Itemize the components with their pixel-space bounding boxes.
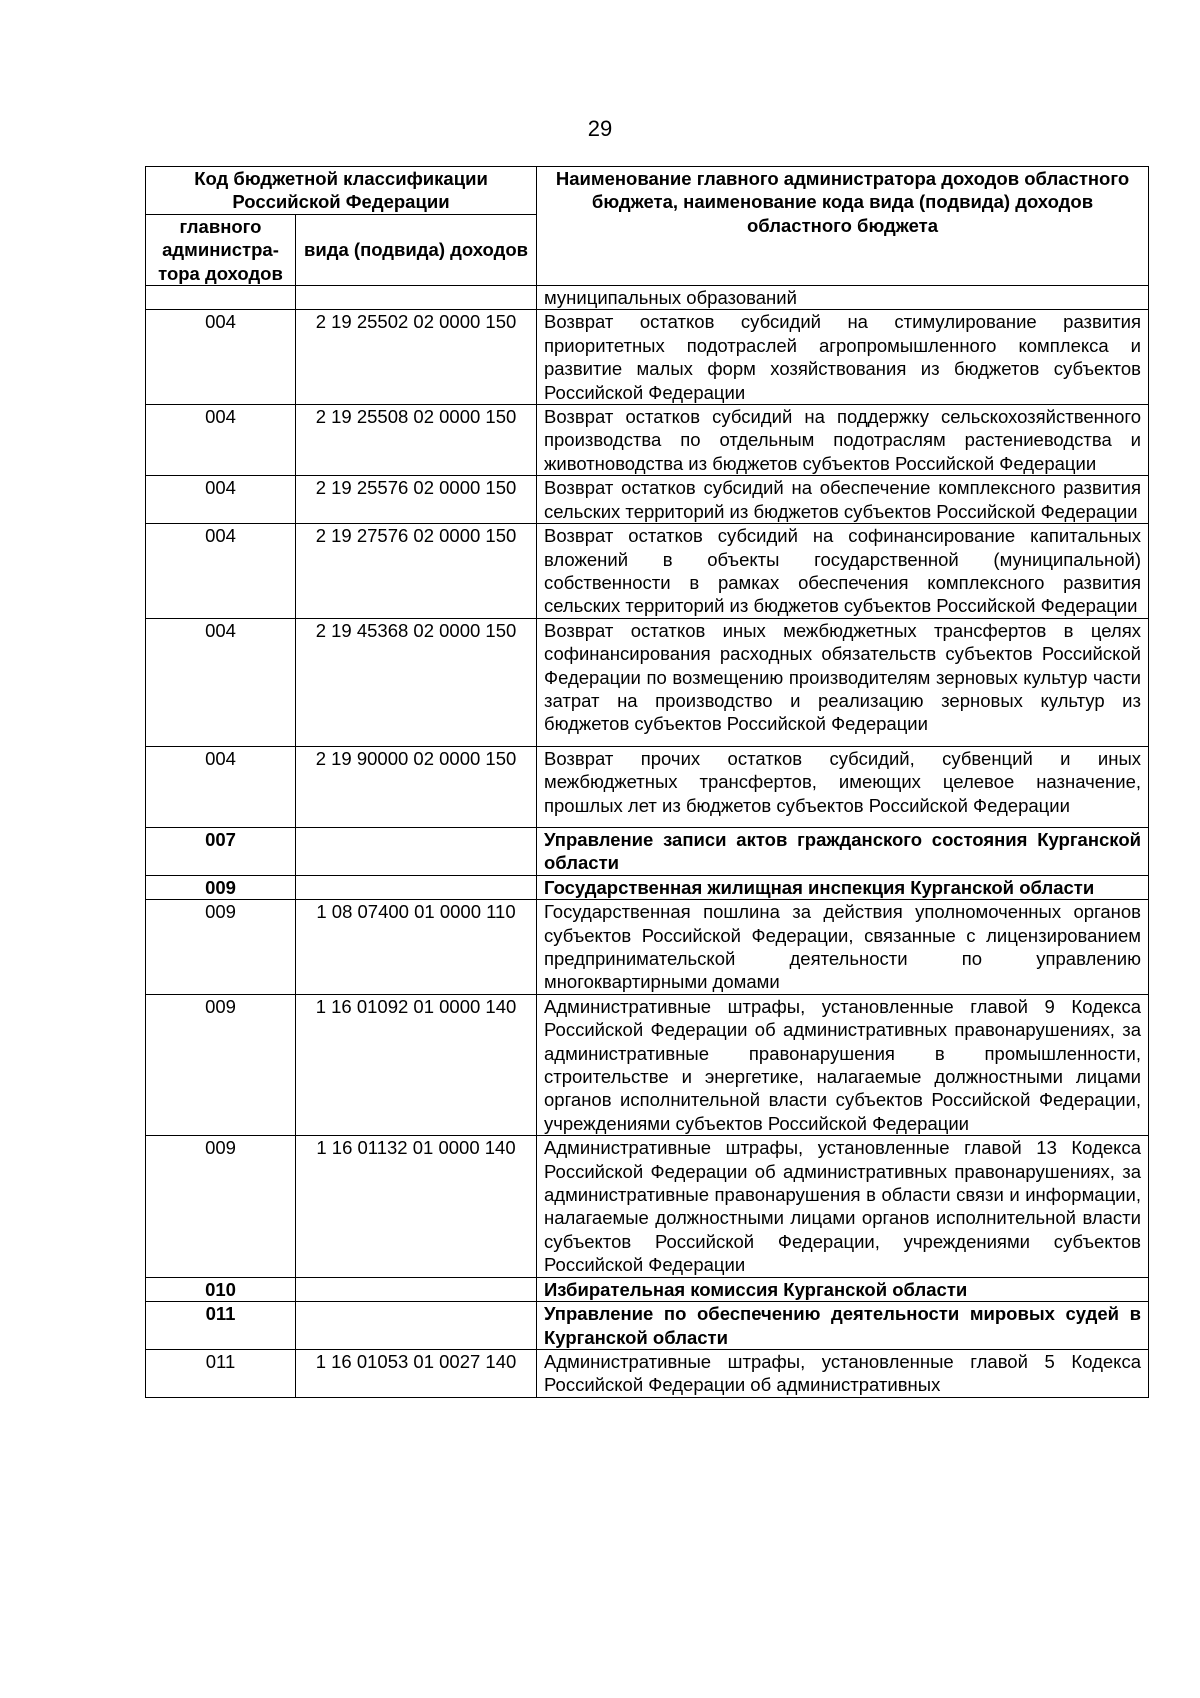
income-code-cell [296,875,537,899]
table-row [146,827,1149,875]
income-code-cell: 1 08 07400 01 0000 110 [296,900,537,995]
income-name-cell: Возврат прочих остатков субсидий, субвенций и иных межбюджетных трансфертов, имеющих целевое назначение, прошлых лет из бюджетов субъектов Российской Федерации [537,746,1149,827]
income-name-cell: Административные штрафы, установленные главой 5 Кодекса Российской Федерации об административных [537,1349,1149,1397]
table-row [146,524,1149,619]
admin-code-cell: 004 [146,524,296,619]
income-code-cell [296,1302,537,1350]
admin-code-cell [146,286,296,310]
income-name-cell: Управление записи актов гражданского состояния Курганской области [537,827,1149,875]
table-row [146,1302,1149,1350]
table-row [146,994,1149,1135]
income-name-cell: Государственная пошлина за действия уполномоченных органов субъектов Российской Федерации, связанные с лицензированием предпринимательской деятельности по управлению многоквартирными домами [537,900,1149,995]
admin-code-cell: 011 [146,1349,296,1397]
table-row [146,286,1149,310]
table-row [146,310,1149,405]
header-income-code: вида (подвида) доходов [296,214,537,285]
income-code-cell: 2 19 45368 02 0000 150 [296,618,537,746]
income-name-cell: Административные штрафы, установленные главой 9 Кодекса Российской Федерации об административных правонарушениях, за административные правонарушения в промышленности, строительстве и энергетике, налагаемые должностными лицами органов исполнительной власти субъектов Российской Федерации, учреждениями субъектов Российской Федерации [537,994,1149,1135]
income-name-cell: Возврат остатков субсидий на стимулирование развития приоритетных подотраслей агропромышленного комплекса и развитие малых форм хозяйствования из бюджетов субъектов Российской Федерации [537,310,1149,405]
table-row [146,405,1149,476]
income-name-cell: Управление по обеспечению деятельности мировых судей в Курганской области [537,1302,1149,1350]
table-row [146,618,1149,746]
revenue-classification-table [145,166,1149,1398]
admin-code-cell: 004 [146,476,296,524]
income-name-cell: Возврат остатков субсидий на обеспечение комплексного развития сельских территорий из бюджетов субъектов Российской Федерации [537,476,1149,524]
income-code-cell: 2 19 25508 02 0000 150 [296,405,537,476]
table-row [146,900,1149,995]
income-name-cell: муниципальных образований [537,286,1149,310]
admin-code-cell: 009 [146,875,296,899]
income-code-cell [296,1277,537,1301]
table-row [146,875,1149,899]
income-code-cell: 2 19 90000 02 0000 150 [296,746,537,827]
income-code-cell: 1 16 01132 01 0000 140 [296,1136,537,1277]
income-name-cell: Возврат остатков субсидий на поддержку сельскохозяйственного производства по отдельным подотраслям растениеводства и животноводства из бюджетов субъектов Российской Федерации [537,405,1149,476]
admin-code-cell: 010 [146,1277,296,1301]
income-code-cell: 2 19 27576 02 0000 150 [296,524,537,619]
income-code-cell: 1 16 01092 01 0000 140 [296,994,537,1135]
income-name-cell: Возврат остатков субсидий на софинансирование капитальных вложений в объекты государственной (муниципальной) собственности в рамках обеспечения комплексного развития сельских территорий из бюджетов субъектов Российской Федерации [537,524,1149,619]
table-row [146,1136,1149,1277]
header-classification-code: Код бюджетной классификации Российской Федерации [146,167,537,215]
admin-code-cell: 004 [146,405,296,476]
income-name-cell: Административные штрафы, установленные главой 13 Кодекса Российской Федерации об административных правонарушениях, за административные правонарушения в области связи и информации, налагаемые должностными лицами органов исполнительной власти субъектов Российской Федерации, учреждениями субъектов Российской Федерации [537,1136,1149,1277]
income-code-cell [296,286,537,310]
admin-code-cell: 004 [146,746,296,827]
income-name-cell: Избирательная комиссия Курганской области [537,1277,1149,1301]
admin-code-cell: 009 [146,1136,296,1277]
table-body [146,286,1149,1398]
table-row [146,746,1149,827]
table-header [146,167,1149,286]
income-name-cell: Государственная жилищная инспекция Курганской области [537,875,1149,899]
admin-code-cell: 009 [146,900,296,995]
admin-code-cell: 007 [146,827,296,875]
admin-code-cell: 009 [146,994,296,1135]
income-code-cell [296,827,537,875]
income-code-cell: 2 19 25502 02 0000 150 [296,310,537,405]
income-code-cell: 1 16 01053 01 0027 140 [296,1349,537,1397]
table-row [146,1349,1149,1397]
income-name-cell: Возврат остатков иных межбюджетных трансфертов в целях софинансирования расходных обязательств субъектов Российской Федерации по возмещению производителям зерновых культур части затрат на производство и реализацию зерновых культур из бюджетов субъектов Российской Федерации [537,618,1149,746]
table-row [146,1277,1149,1301]
table-row [146,476,1149,524]
page-number: 29 [587,116,613,141]
admin-code-cell: 004 [146,618,296,746]
header-name: Наименование главного администратора доходов областного бюджета, наименование кода вида (подвида) доходов областного бюджета [537,167,1149,286]
header-admin-code: главного администра-тора доходов [146,214,296,285]
admin-code-cell: 011 [146,1302,296,1350]
admin-code-cell: 004 [146,310,296,405]
income-code-cell: 2 19 25576 02 0000 150 [296,476,537,524]
